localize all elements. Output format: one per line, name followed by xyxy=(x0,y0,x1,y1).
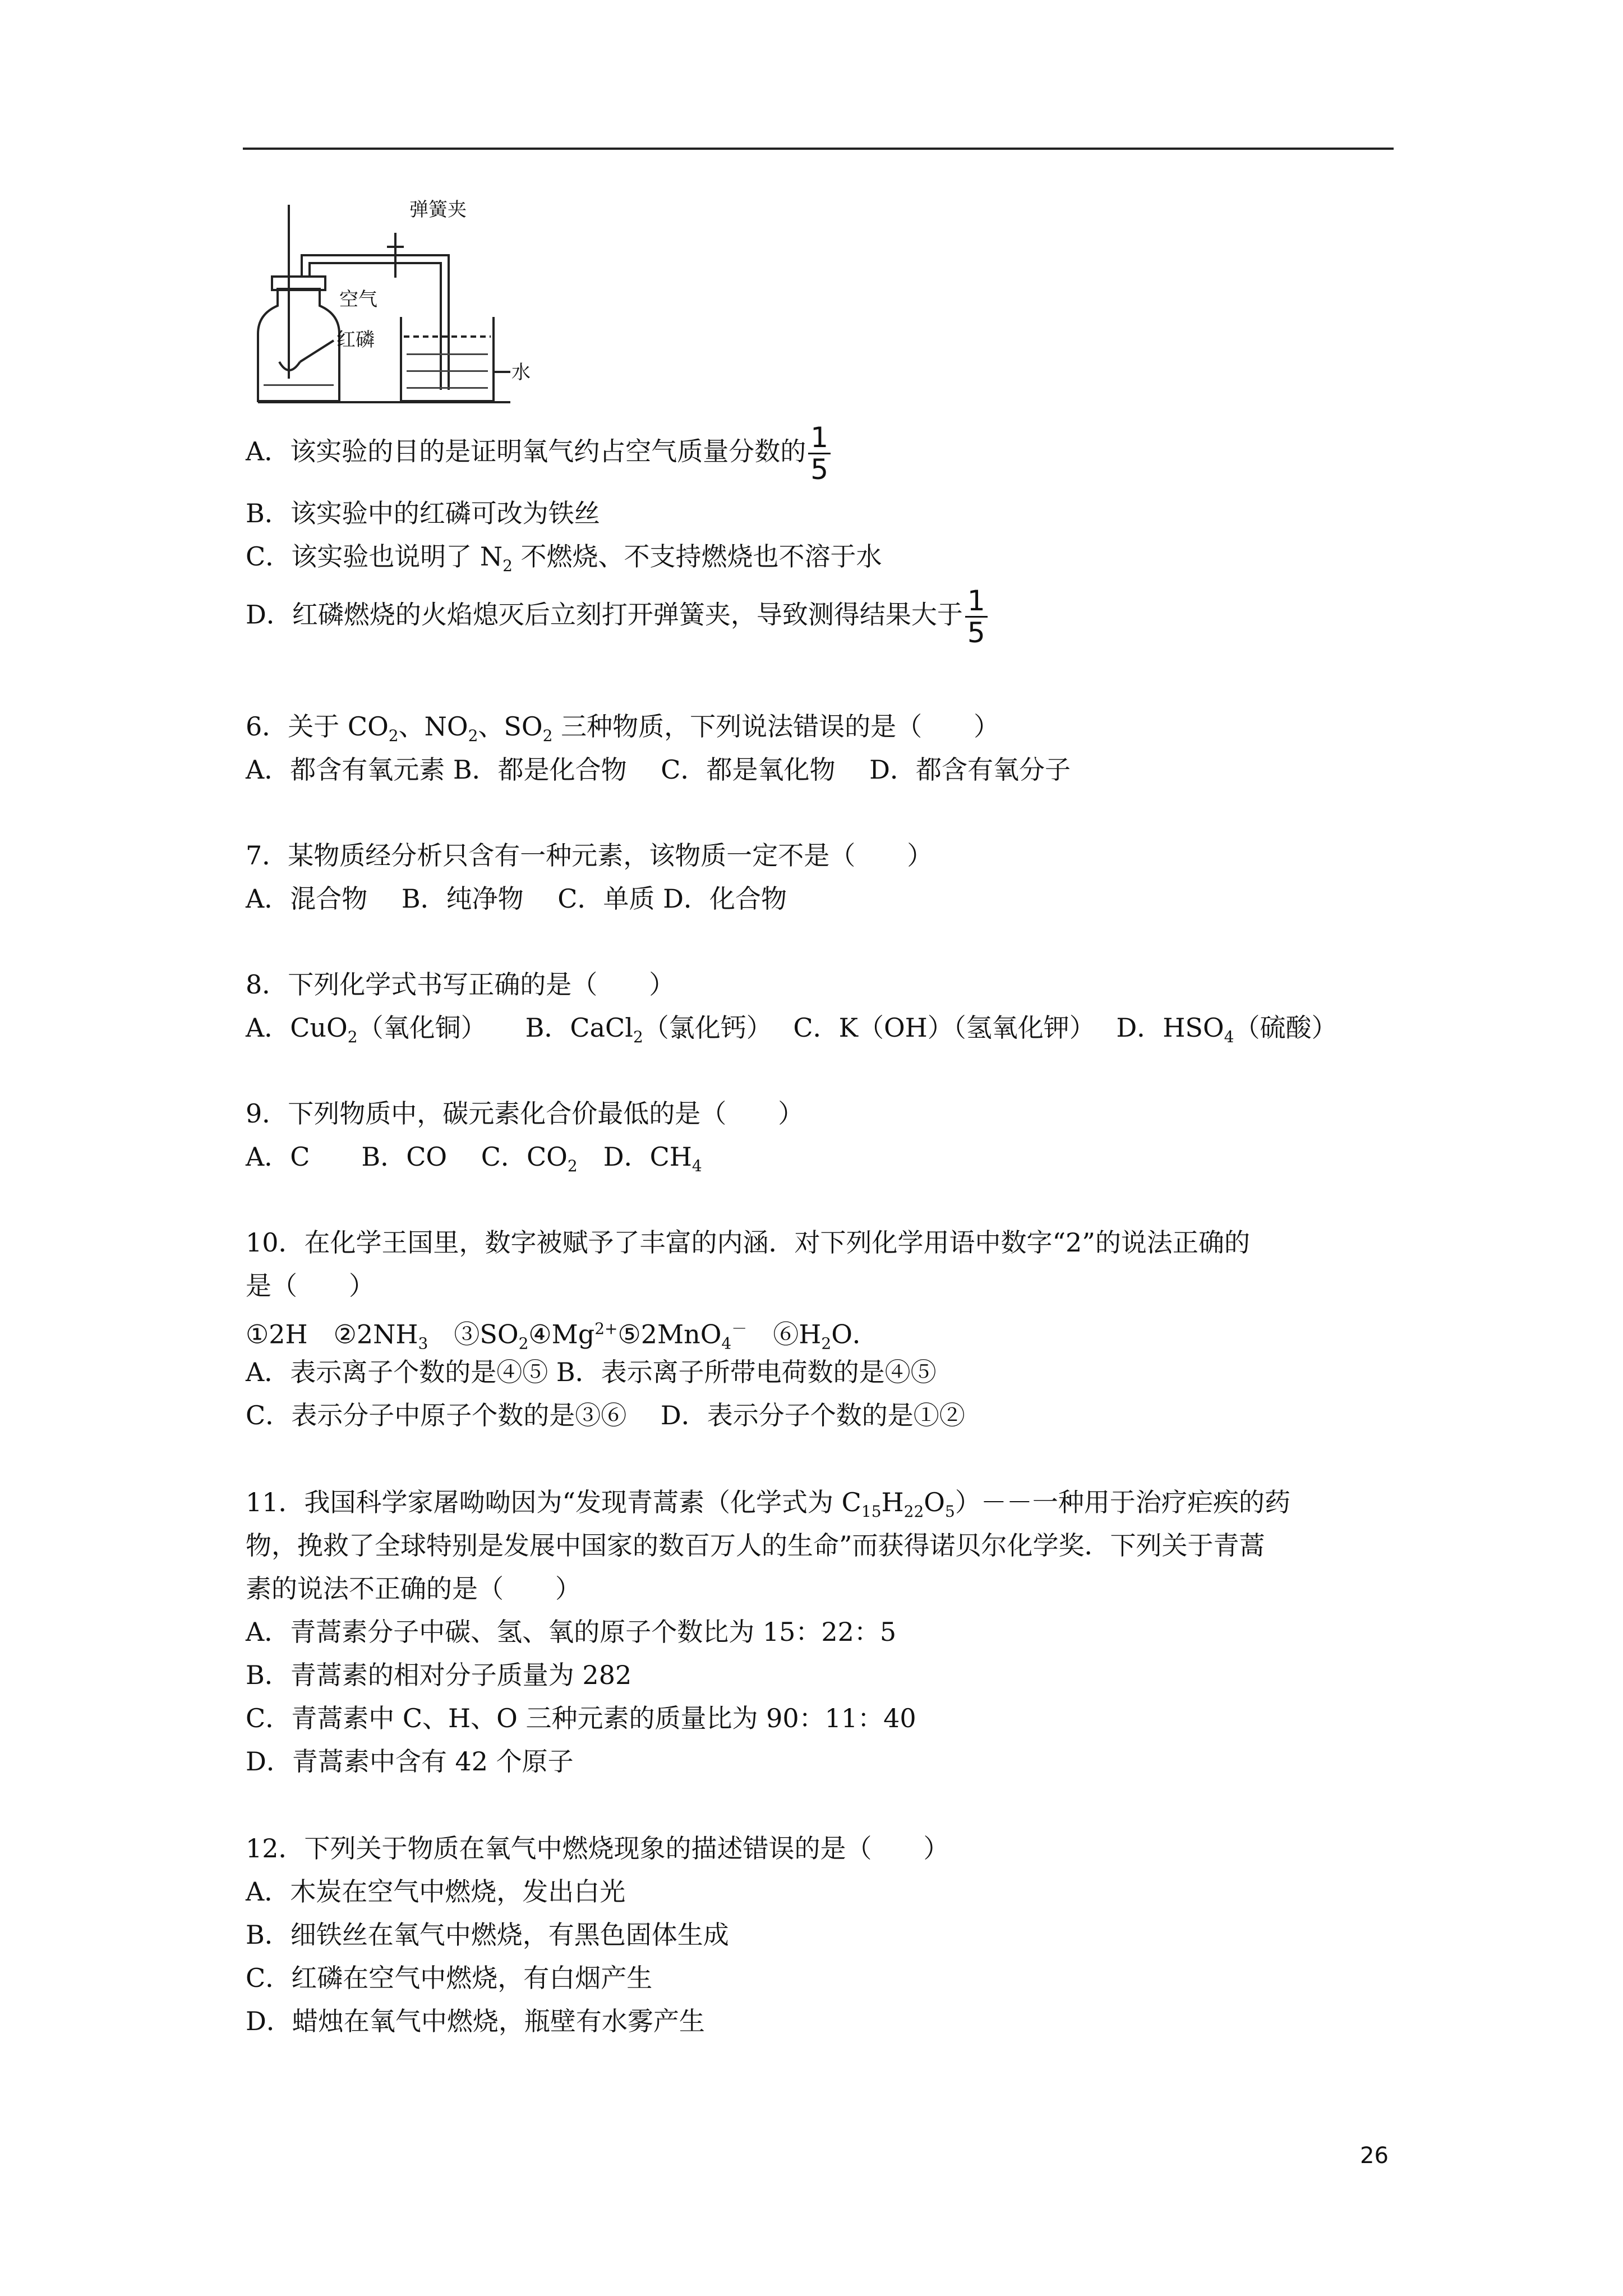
q10-options-ab: A．表示离子个数的是④⑤ B．表示离子所带电荷数的是④⑤ xyxy=(246,1357,937,1387)
label-clip: 弹簧夹 xyxy=(409,199,467,221)
q10-stem-line2: 是（ ） xyxy=(246,1271,375,1301)
q11-option-c: C．青蒿素中 C、H、O 三种元素的质量比为 90：11：40 xyxy=(246,1703,916,1733)
q5-option-b: B．该实验中的红磷可改为铁丝 xyxy=(246,498,600,528)
label-air: 空气 xyxy=(339,288,377,311)
q8-stem: 8．下列化学式书写正确的是（ ） xyxy=(246,969,675,1000)
label-phosphorus: 红磷 xyxy=(336,329,375,351)
q5-option-c: C．该实验也说明了 $N_2$ 不燃烧、不支持燃烧也不溶于水 xyxy=(246,541,882,576)
q10-stem-line1: 10．在化学王国里，数字被赋予了丰富的内涵．对下列化学用语中数字“2”的说法正确的 xyxy=(246,1227,1250,1258)
apparatus-diagram xyxy=(247,194,538,412)
q12-option-c: C．红磷在空气中燃烧，有白烟产生 xyxy=(246,1963,653,1993)
q12-option-b: B．细铁丝在氧气中燃烧，有黑色固体生成 xyxy=(246,1920,729,1950)
header-rule xyxy=(243,148,1394,150)
q6-options: A．都含有氧元素 B．都是化合物 C．都是氧化物 D．都含有氧分子 xyxy=(246,754,1071,785)
q11-stem-line2: 物，挽救了全球特别是发展中国家的数百万人的生命”而获得诺贝尔化学奖．下列关于青蒿 xyxy=(246,1530,1265,1561)
label-water: 水 xyxy=(511,361,531,384)
q5-option-d: D．红磷燃烧的火焰熄灭后立刻打开弹簧夹，导致测得结果大于 $\frac{1}{5}$ xyxy=(246,587,988,647)
q11-option-a: A．青蒿素分子中碳、氢、氧的原子个数比为 15：22：5 xyxy=(246,1617,897,1647)
q12-option-a: A．木炭在空气中燃烧，发出白光 xyxy=(246,1876,626,1907)
q5-option-a: A．该实验的目的是证明氧气约占空气质量分数的 $\frac{1}{5}$ xyxy=(246,424,831,484)
q11-option-b: B．青蒿素的相对分子质量为 282 xyxy=(246,1660,632,1690)
fraction-one-fifth-d: $\frac{1}{5}$ xyxy=(965,587,988,647)
q8-options: A．CuO$_2$（氧化铜） B．CaCl$_2$（氯化钙） C．K（OH）（氢氧化钾） D．$HSO_4$（硫酸） xyxy=(246,1013,1338,1047)
q7-stem: 7．某物质经分析只含有一种元素，该物质一定不是（ ） xyxy=(246,840,933,871)
fraction-one-fifth-a: $\frac{1}{5}$ xyxy=(808,424,831,484)
q9-stem: 9．下列物质中，碳元素化合价最低的是（ ） xyxy=(246,1098,804,1129)
q7-options: A．混合物 B．纯净物 C．单质 D．化合物 xyxy=(246,884,787,914)
page-number: 26 xyxy=(1360,2143,1389,2169)
q12-option-d: D．蜡烛在氧气中燃烧，瓶壁有水雾产生 xyxy=(246,2006,705,2036)
q12-stem: 12．下列关于物质在氧气中燃烧现象的描述错误的是（ ） xyxy=(246,1833,949,1864)
q10-formulas: ①2H $②2NH_3$ $③SO_2④Mg^{2+}⑤2MnO_4^-$ $⑥H_2O$． xyxy=(246,1319,878,1353)
q10-options-cd: C．表示分子中原子个数的是③⑥ D．表示分子个数的是①② xyxy=(246,1400,965,1430)
q9-options: A．C B．CO C．$CO_2$ D．$CH_4$ xyxy=(246,1142,702,1176)
q11-stem-line1: 11．我国科学家屠呦呦因为“发现青蒿素（化学式为 $C_{15}H_{22}O_5)--$一种用于治疗疟疾的药 xyxy=(246,1487,1290,1521)
q11-stem-line3: 素的说法不正确的是（ ） xyxy=(246,1573,581,1604)
q11-option-d: D．青蒿素中含有 42 个原子 xyxy=(246,1746,574,1777)
q6-stem: 6．关于 $CO_2$、$NO_2$、$SO_2$ 三种物质，下列说法错误的是（ ） xyxy=(246,711,1000,746)
